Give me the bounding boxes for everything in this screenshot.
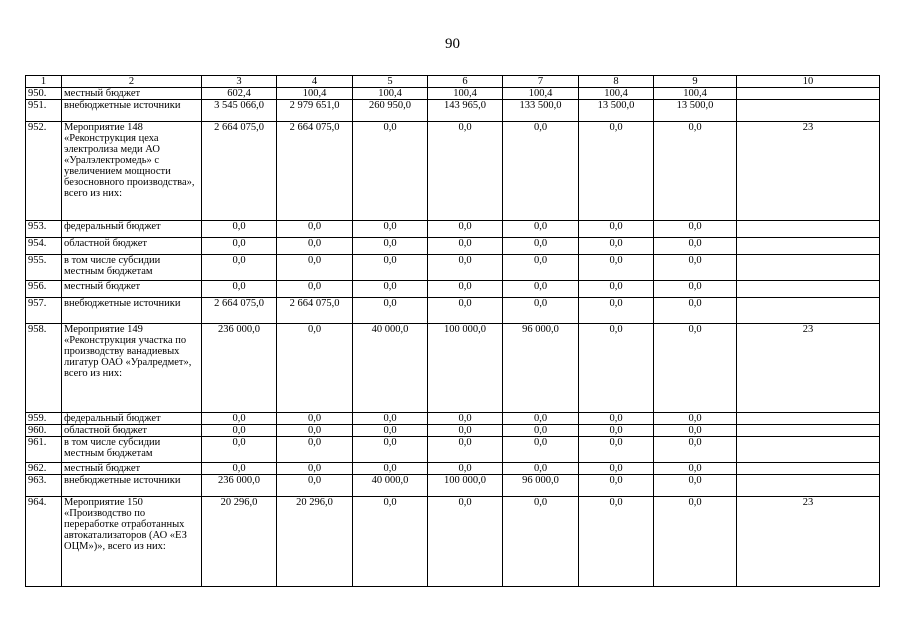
col10-value-cell bbox=[737, 281, 880, 298]
col7-value-cell: 0,0 bbox=[503, 255, 579, 281]
col4-value-cell: 100,4 bbox=[277, 88, 353, 100]
col5-value-cell: 0,0 bbox=[353, 281, 428, 298]
col6-value-cell: 0,0 bbox=[428, 255, 503, 281]
col7-value-cell: 0,0 bbox=[503, 298, 579, 324]
page-number: 90 bbox=[445, 36, 460, 52]
col4-value-cell: 0,0 bbox=[277, 324, 353, 413]
col9-value-cell: 0,0 bbox=[654, 221, 737, 238]
item-name-cell: местный бюджет bbox=[62, 281, 202, 298]
header-cell: 9 bbox=[654, 76, 737, 88]
col7-value-cell: 0,0 bbox=[503, 463, 579, 475]
item-name-cell: федеральный бюджет bbox=[62, 221, 202, 238]
item-name-cell: в том числе субсидии местным бюджетам bbox=[62, 255, 202, 281]
item-name-cell: в том числе субсидии местным бюджетам bbox=[62, 437, 202, 463]
col6-value-cell: 0,0 bbox=[428, 122, 503, 221]
col6-value-cell: 100 000,0 bbox=[428, 475, 503, 497]
col3-value-cell: 0,0 bbox=[202, 238, 277, 255]
col6-value-cell: 100,4 bbox=[428, 88, 503, 100]
budget-table bbox=[25, 75, 880, 587]
row-number-cell: 954. bbox=[26, 238, 62, 255]
col9-value-cell: 0,0 bbox=[654, 238, 737, 255]
col8-value-cell: 0,0 bbox=[579, 497, 654, 587]
table-row bbox=[26, 497, 880, 587]
col10-value-cell bbox=[737, 475, 880, 497]
col10-value-cell bbox=[737, 413, 880, 425]
col8-value-cell: 100,4 bbox=[579, 88, 654, 100]
row-number-cell: 964. bbox=[26, 497, 62, 587]
col8-value-cell: 0,0 bbox=[579, 122, 654, 221]
col8-value-cell: 0,0 bbox=[579, 255, 654, 281]
col10-value-cell: 23 bbox=[737, 497, 880, 587]
col3-value-cell: 0,0 bbox=[202, 255, 277, 281]
col7-value-cell: 0,0 bbox=[503, 221, 579, 238]
table-row bbox=[26, 100, 880, 122]
col5-value-cell: 100,4 bbox=[353, 88, 428, 100]
col6-value-cell: 0,0 bbox=[428, 425, 503, 437]
table-header-row bbox=[26, 76, 880, 88]
item-name-cell: Мероприятие 150 «Производство по переработке отработанных автокатализаторов (АО «ЕЗ ОЦМ»)», всего из них: bbox=[62, 497, 202, 587]
col3-value-cell: 0,0 bbox=[202, 281, 277, 298]
col9-value-cell: 0,0 bbox=[654, 497, 737, 587]
col6-value-cell: 0,0 bbox=[428, 298, 503, 324]
col3-value-cell: 20 296,0 bbox=[202, 497, 277, 587]
row-number-cell: 951. bbox=[26, 100, 62, 122]
col9-value-cell: 0,0 bbox=[654, 298, 737, 324]
col8-value-cell: 0,0 bbox=[579, 437, 654, 463]
col10-value-cell bbox=[737, 463, 880, 475]
col4-value-cell: 0,0 bbox=[277, 255, 353, 281]
col4-value-cell: 20 296,0 bbox=[277, 497, 353, 587]
row-number-cell: 960. bbox=[26, 425, 62, 437]
col9-value-cell: 0,0 bbox=[654, 281, 737, 298]
table-row bbox=[26, 122, 880, 221]
col3-value-cell: 0,0 bbox=[202, 413, 277, 425]
row-number-cell: 958. bbox=[26, 324, 62, 413]
col6-value-cell: 0,0 bbox=[428, 437, 503, 463]
col5-value-cell: 0,0 bbox=[353, 298, 428, 324]
col3-value-cell: 0,0 bbox=[202, 221, 277, 238]
col7-value-cell: 0,0 bbox=[503, 497, 579, 587]
col5-value-cell: 0,0 bbox=[353, 122, 428, 221]
row-number-cell: 957. bbox=[26, 298, 62, 324]
col7-value-cell: 96 000,0 bbox=[503, 324, 579, 413]
col4-value-cell: 0,0 bbox=[277, 238, 353, 255]
col7-value-cell: 0,0 bbox=[503, 413, 579, 425]
row-number-cell: 961. bbox=[26, 437, 62, 463]
table-body bbox=[26, 88, 880, 587]
col5-value-cell: 0,0 bbox=[353, 425, 428, 437]
col10-value-cell bbox=[737, 238, 880, 255]
col7-value-cell: 100,4 bbox=[503, 88, 579, 100]
col9-value-cell: 0,0 bbox=[654, 475, 737, 497]
col3-value-cell: 0,0 bbox=[202, 437, 277, 463]
col9-value-cell: 0,0 bbox=[654, 463, 737, 475]
col6-value-cell: 143 965,0 bbox=[428, 100, 503, 122]
col5-value-cell: 260 950,0 bbox=[353, 100, 428, 122]
col4-value-cell: 2 979 651,0 bbox=[277, 100, 353, 122]
table-row bbox=[26, 88, 880, 100]
col6-value-cell: 0,0 bbox=[428, 463, 503, 475]
col3-value-cell: 2 664 075,0 bbox=[202, 298, 277, 324]
col8-value-cell: 0,0 bbox=[579, 298, 654, 324]
item-name-cell: Мероприятие 148 «Реконструкция цеха электролиза меди АО «Уралэлектромедь» с увеличением мощности безосновного производства», всего из них: bbox=[62, 122, 202, 221]
header-cell: 7 bbox=[503, 76, 579, 88]
col5-value-cell: 0,0 bbox=[353, 255, 428, 281]
col10-value-cell bbox=[737, 255, 880, 281]
row-number-cell: 955. bbox=[26, 255, 62, 281]
col8-value-cell: 0,0 bbox=[579, 238, 654, 255]
table-row bbox=[26, 324, 880, 413]
col10-value-cell bbox=[737, 437, 880, 463]
col10-value-cell: 23 bbox=[737, 324, 880, 413]
table-row bbox=[26, 437, 880, 463]
col6-value-cell: 0,0 bbox=[428, 497, 503, 587]
col7-value-cell: 96 000,0 bbox=[503, 475, 579, 497]
col5-value-cell: 0,0 bbox=[353, 238, 428, 255]
table-row bbox=[26, 413, 880, 425]
row-number-cell: 950. bbox=[26, 88, 62, 100]
col8-value-cell: 0,0 bbox=[579, 413, 654, 425]
col7-value-cell: 0,0 bbox=[503, 122, 579, 221]
col10-value-cell: 23 bbox=[737, 122, 880, 221]
col3-value-cell: 236 000,0 bbox=[202, 475, 277, 497]
item-name-cell: федеральный бюджет bbox=[62, 413, 202, 425]
col9-value-cell: 0,0 bbox=[654, 255, 737, 281]
col9-value-cell: 0,0 bbox=[654, 122, 737, 221]
col3-value-cell: 2 664 075,0 bbox=[202, 122, 277, 221]
col9-value-cell: 100,4 bbox=[654, 88, 737, 100]
col8-value-cell: 0,0 bbox=[579, 475, 654, 497]
col8-value-cell: 0,0 bbox=[579, 281, 654, 298]
col4-value-cell: 0,0 bbox=[277, 221, 353, 238]
col8-value-cell: 0,0 bbox=[579, 221, 654, 238]
col5-value-cell: 0,0 bbox=[353, 437, 428, 463]
item-name-cell: местный бюджет bbox=[62, 88, 202, 100]
col10-value-cell bbox=[737, 298, 880, 324]
table-row bbox=[26, 425, 880, 437]
table-row bbox=[26, 255, 880, 281]
item-name-cell: внебюджетные источники bbox=[62, 475, 202, 497]
col3-value-cell: 0,0 bbox=[202, 425, 277, 437]
col8-value-cell: 0,0 bbox=[579, 463, 654, 475]
col4-value-cell: 0,0 bbox=[277, 425, 353, 437]
col4-value-cell: 0,0 bbox=[277, 463, 353, 475]
col3-value-cell: 236 000,0 bbox=[202, 324, 277, 413]
row-number-cell: 956. bbox=[26, 281, 62, 298]
col5-value-cell: 0,0 bbox=[353, 463, 428, 475]
header-cell: 2 bbox=[62, 76, 202, 88]
col9-value-cell: 0,0 bbox=[654, 437, 737, 463]
col6-value-cell: 0,0 bbox=[428, 281, 503, 298]
col7-value-cell: 0,0 bbox=[503, 238, 579, 255]
table-row bbox=[26, 463, 880, 475]
table-row bbox=[26, 238, 880, 255]
table-row bbox=[26, 475, 880, 497]
col5-value-cell: 0,0 bbox=[353, 413, 428, 425]
col6-value-cell: 0,0 bbox=[428, 221, 503, 238]
item-name-cell: местный бюджет bbox=[62, 463, 202, 475]
row-number-cell: 962. bbox=[26, 463, 62, 475]
item-name-cell: областной бюджет bbox=[62, 425, 202, 437]
col8-value-cell: 0,0 bbox=[579, 324, 654, 413]
col6-value-cell: 0,0 bbox=[428, 413, 503, 425]
col10-value-cell bbox=[737, 88, 880, 100]
row-number-cell: 963. bbox=[26, 475, 62, 497]
col4-value-cell: 0,0 bbox=[277, 437, 353, 463]
col9-value-cell: 0,0 bbox=[654, 425, 737, 437]
item-name-cell: Мероприятие 149 «Реконструкция участка по производству ванадиевых лигатур ОАО «Уралредмет», всего из них: bbox=[62, 324, 202, 413]
col9-value-cell: 0,0 bbox=[654, 413, 737, 425]
col5-value-cell: 40 000,0 bbox=[353, 324, 428, 413]
header-cell: 6 bbox=[428, 76, 503, 88]
col7-value-cell: 0,0 bbox=[503, 281, 579, 298]
col10-value-cell bbox=[737, 100, 880, 122]
col4-value-cell: 2 664 075,0 bbox=[277, 298, 353, 324]
table-row bbox=[26, 298, 880, 324]
row-number-cell: 952. bbox=[26, 122, 62, 221]
col5-value-cell: 40 000,0 bbox=[353, 475, 428, 497]
item-name-cell: внебюджетные источники bbox=[62, 100, 202, 122]
col10-value-cell bbox=[737, 425, 880, 437]
col7-value-cell: 0,0 bbox=[503, 425, 579, 437]
row-number-cell: 953. bbox=[26, 221, 62, 238]
col7-value-cell: 133 500,0 bbox=[503, 100, 579, 122]
col4-value-cell: 0,0 bbox=[277, 413, 353, 425]
col5-value-cell: 0,0 bbox=[353, 221, 428, 238]
col9-value-cell: 13 500,0 bbox=[654, 100, 737, 122]
col6-value-cell: 100 000,0 bbox=[428, 324, 503, 413]
col6-value-cell: 0,0 bbox=[428, 238, 503, 255]
col4-value-cell: 0,0 bbox=[277, 475, 353, 497]
item-name-cell: областной бюджет bbox=[62, 238, 202, 255]
row-number-cell: 959. bbox=[26, 413, 62, 425]
col10-value-cell bbox=[737, 221, 880, 238]
col7-value-cell: 0,0 bbox=[503, 437, 579, 463]
col3-value-cell: 0,0 bbox=[202, 463, 277, 475]
col3-value-cell: 602,4 bbox=[202, 88, 277, 100]
table-row bbox=[26, 221, 880, 238]
header-cell: 5 bbox=[353, 76, 428, 88]
col5-value-cell: 0,0 bbox=[353, 497, 428, 587]
header-cell: 10 bbox=[737, 76, 880, 88]
col8-value-cell: 0,0 bbox=[579, 425, 654, 437]
header-cell: 8 bbox=[579, 76, 654, 88]
col3-value-cell: 3 545 066,0 bbox=[202, 100, 277, 122]
col8-value-cell: 13 500,0 bbox=[579, 100, 654, 122]
header-cell: 3 bbox=[202, 76, 277, 88]
item-name-cell: внебюджетные источники bbox=[62, 298, 202, 324]
col4-value-cell: 2 664 075,0 bbox=[277, 122, 353, 221]
table-row bbox=[26, 281, 880, 298]
header-cell: 1 bbox=[26, 76, 62, 88]
col4-value-cell: 0,0 bbox=[277, 281, 353, 298]
header-cell: 4 bbox=[277, 76, 353, 88]
col9-value-cell: 0,0 bbox=[654, 324, 737, 413]
